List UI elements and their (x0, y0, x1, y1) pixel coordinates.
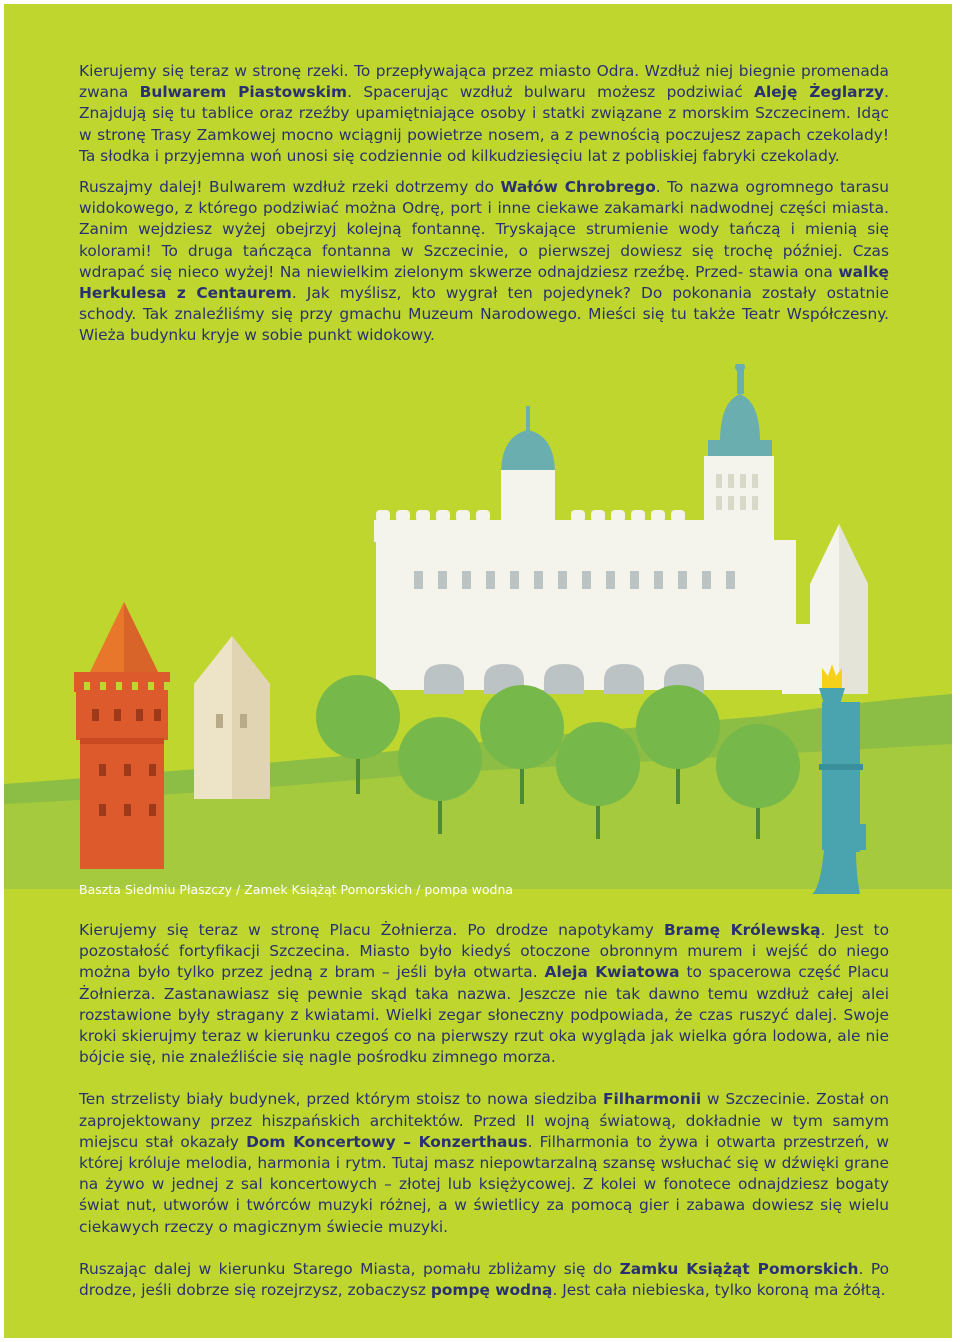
text-segment: . Jest to pozostałość fortyfikacji Szczecina. Miasto było kiedyś otoczone obronnym murem i wejść do niego można było tylko przez jedną z bram – jeśli była otwarta. (79, 921, 890, 982)
text-segment: Kierujemy się teraz w stronę Placu Żołnierza. Po drodze napotykamy (79, 921, 664, 939)
main-paragraph (79, 1089, 889, 1237)
page (4, 4, 952, 1338)
text-segment: . Filharmonia to żywa i otwarta przestrzeń, w której króluje melodia, harmonia i rytm. Tutaj masz niepowtarzalną szansę wsłuchać się w dźwięki grane na żywo w jednej z sal koncertowych – złotej lub księżycowej. Z kolei w fonotece odnajdziesz bogaty świat nut, utworów i twórców muzyki różnej, a w świetlicy za pomocą gier i zabawa dowiesz się wielu ciekawych rzeczy o magicznym świecie muzyki. (79, 1132, 889, 1236)
text-segment: Kierujemy się teraz w stronę rzeki. To przepływająca przez miasto Odra. Wzdłuż niej biegnie promenada zwana (79, 62, 889, 102)
city-illustration (4, 364, 952, 894)
highlighted-place-name: Aleja Kwiatowa (544, 963, 680, 982)
text-segment: . Znajdują się tu tablice oraz rzeźby upamiętniające osoby i statki związane z morskim Szczecinem. Idąc w stronę Trasy Zamkowej mocno wciągnij powietrze nosem, a z pewnością poczujesz zapach czekolady! Ta słodka i przyjemna woń unosi się codziennie od kilkudziesięciu lat z pobliskiej fabryki czekolady. (79, 83, 889, 165)
highlighted-place-name: pompę wodną (430, 1281, 553, 1300)
main-paragraph (79, 920, 889, 1068)
highlighted-place-name: Filharmonii (603, 1090, 702, 1109)
text-segment: . To nazwa ogromnego tarasu widokowego, z którego podziwiać można Odrę, port i inne ciekawe zakamarki nadwodnej części miasta. Zanim wejdziesz wyżej obejrzyj kolejną fontannę. Tryskające strumienie wody tańczą i mienią się kolorami! To druga tańcząca fontanna w Szczecinie, o pierwszej dowiesz się trochę później. Czas wdrapać się nieco wyżej! Na niewielkim zielonym skwerze odnajdziesz rzeźbę. Przed- stawia ona (79, 178, 890, 281)
intro-paragraph (79, 61, 889, 167)
text-segment: . Spacerując wzdłuż bulwaru możesz podziwiać (347, 83, 755, 102)
main-paragraph (79, 1259, 889, 1301)
red-tower (74, 602, 170, 869)
text-segment: . Jak myślisz, kto wygrał ten pojedynek? Do pokonania zostały ostatnie schody. Tak znaleźliśmy się przy gmachu Muzeum Narodowego. Mieści się tu także Teatr Współczesny. Wieża budynku kryje w sobie punkt widokowy. (79, 284, 890, 345)
text-segment: Ten strzelisty biały budynek, przed którym stoisz to nowa siedziba (79, 1090, 604, 1109)
text-segment: Ruszajmy dalej! Bulwarem wzdłuż rzeki dotrzemy do (79, 178, 501, 197)
text-segment: . Jest cała niebieska, tylko koroną ma żółtą. (552, 1281, 886, 1300)
highlighted-place-name: Wałów Chrobrego (500, 178, 656, 197)
highlighted-place-name: walkę Herkulesa z Centaurem (79, 262, 889, 303)
highlighted-place-name: Bramę Królewską (663, 921, 821, 939)
text-segment: Ruszając dalej w kierunku Starego Miasta, pomału zbliżamy się do (79, 1259, 620, 1278)
illustration-caption: Baszta Siedmiu Płaszczy / Zamek Książąt Pomorskich / pompa wodna (79, 882, 514, 897)
highlighted-place-name: Bulwarem Piastowskim (139, 83, 348, 102)
highlighted-place-name: Zamku Książąt Pomorskich (619, 1259, 859, 1278)
castle (374, 364, 868, 694)
highlighted-place-name: Aleję Żeglarzy (754, 83, 885, 102)
text-segment: w Szczecinie. Został on zaprojektowany przez hiszpańskich architektów. Przed II wojną światową, dokładnie w tym samym miejscu stał okazały (79, 1090, 889, 1151)
text-segment: to spacerowa część Placu Żołnierza. Zastanawiasz się pewnie skąd taka nazwa. Jeszcze nie tak dawno temu wzdłuż całej alei rozstawione były stragany z kwiatami. Wielki zegar słoneczny podpowiada, że czas ruszyć dalej. Swoje kroki skierujmy teraz w kierunku czegoś co na pierwszy rzut oka wygląda jak wielka góra lodowa, ale nie bójcie się, nie znaleźliście się nagle pośrodku zimnego morza. (79, 963, 889, 1067)
intro-text-block (79, 61, 889, 357)
main-text-block (79, 920, 889, 1322)
highlighted-place-name: Dom Koncertowy – Konzerthaus (246, 1132, 528, 1151)
cream-house (194, 636, 270, 799)
intro-paragraph (79, 177, 889, 347)
text-segment: . Po drodze, jeśli dobrze się rozejrzysz, zobaczysz (79, 1259, 890, 1300)
